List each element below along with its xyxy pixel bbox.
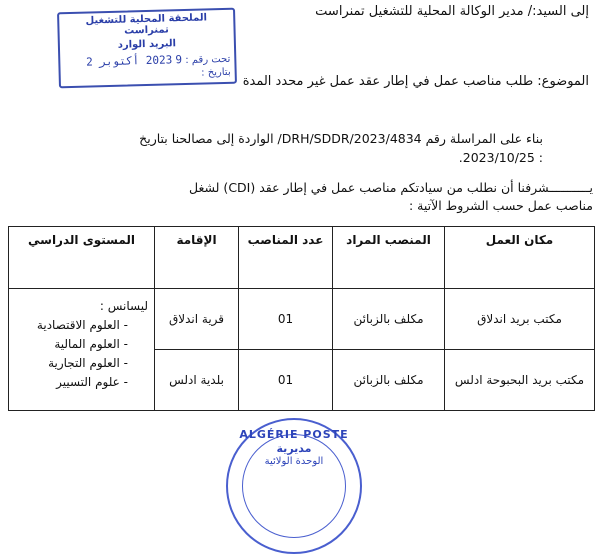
stamp-number-value: 9 xyxy=(175,53,183,67)
algerie-poste-stamp xyxy=(226,418,362,554)
education-lead: ليسانس : xyxy=(99,299,148,313)
education-item: - العلوم المالية xyxy=(9,335,128,354)
reference-line-1: بناء على المراسلة رقم 4834/DRH/SDDR/2023/ الواردة إلى مصالحنا بتاريخ xyxy=(139,131,543,146)
stamp-number-label: تحت رقم : xyxy=(185,53,231,67)
education-list xyxy=(9,316,150,392)
stamp-incoming-mail: البريد الوارد xyxy=(117,38,177,51)
received-mail-stamp xyxy=(57,8,237,89)
positions-table xyxy=(8,226,595,411)
stamp-unit: الوحدة الولائية xyxy=(264,456,324,467)
reference-line-2: : 2023/10/25. xyxy=(458,150,543,165)
cell-residence: قرية اندلاق xyxy=(155,289,239,350)
request-line-2: مناصب عمل حسب الشروط الآتية : xyxy=(408,198,593,213)
request-line-1: يـــــــــــشرفنا أن نطلب من سيادتكم مناصب عمل في إطار عقد (CDI) لشغل xyxy=(189,180,593,195)
cell-workplace: مكتب بريد اندلاق xyxy=(445,289,595,350)
subject-line: الموضوع: طلب مناصب عمل في إطار عقد عمل غير محدد المدة xyxy=(242,74,589,89)
header-education: المستوى الدراسي xyxy=(9,227,155,289)
stamp-date-label: بتاريخ : xyxy=(201,66,231,79)
stamp-brand: ALGÉRIE POSTE xyxy=(239,428,349,441)
table-row xyxy=(9,289,595,350)
education-item: - العلوم التجارية xyxy=(9,354,128,373)
header-count: عدد المناصب xyxy=(239,227,333,289)
cell-count: 01 xyxy=(239,350,333,411)
cell-workplace: مكتب بريد البحبوحة ادلس xyxy=(445,350,595,411)
education-item: - علوم التسيير xyxy=(9,373,128,392)
table-header-row xyxy=(9,227,595,289)
stamp-office-name: الملحقة المحلية للتشغيل تمنراست xyxy=(85,12,208,37)
positions-table-wrapper xyxy=(8,226,594,411)
header-position: المنصب المراد xyxy=(333,227,445,289)
stamp-directorate: مديرية xyxy=(276,442,312,455)
addressee-line: إلى السيد:/ مدير الوكالة المحلية للتشغيل تمنراست xyxy=(315,4,589,19)
cell-position: مكلف بالزبائن xyxy=(333,350,445,411)
cell-position: مكلف بالزبائن xyxy=(333,289,445,350)
stamp-date-value: 2023 أكتوبر 2 xyxy=(86,53,173,69)
cell-residence: بلدية ادلس xyxy=(155,350,239,411)
cell-education xyxy=(9,289,155,411)
header-workplace: مكان العمل xyxy=(445,227,595,289)
cell-count: 01 xyxy=(239,289,333,350)
header-residence: الإقامة xyxy=(155,227,239,289)
education-item: - العلوم الاقتصادية xyxy=(9,316,128,335)
